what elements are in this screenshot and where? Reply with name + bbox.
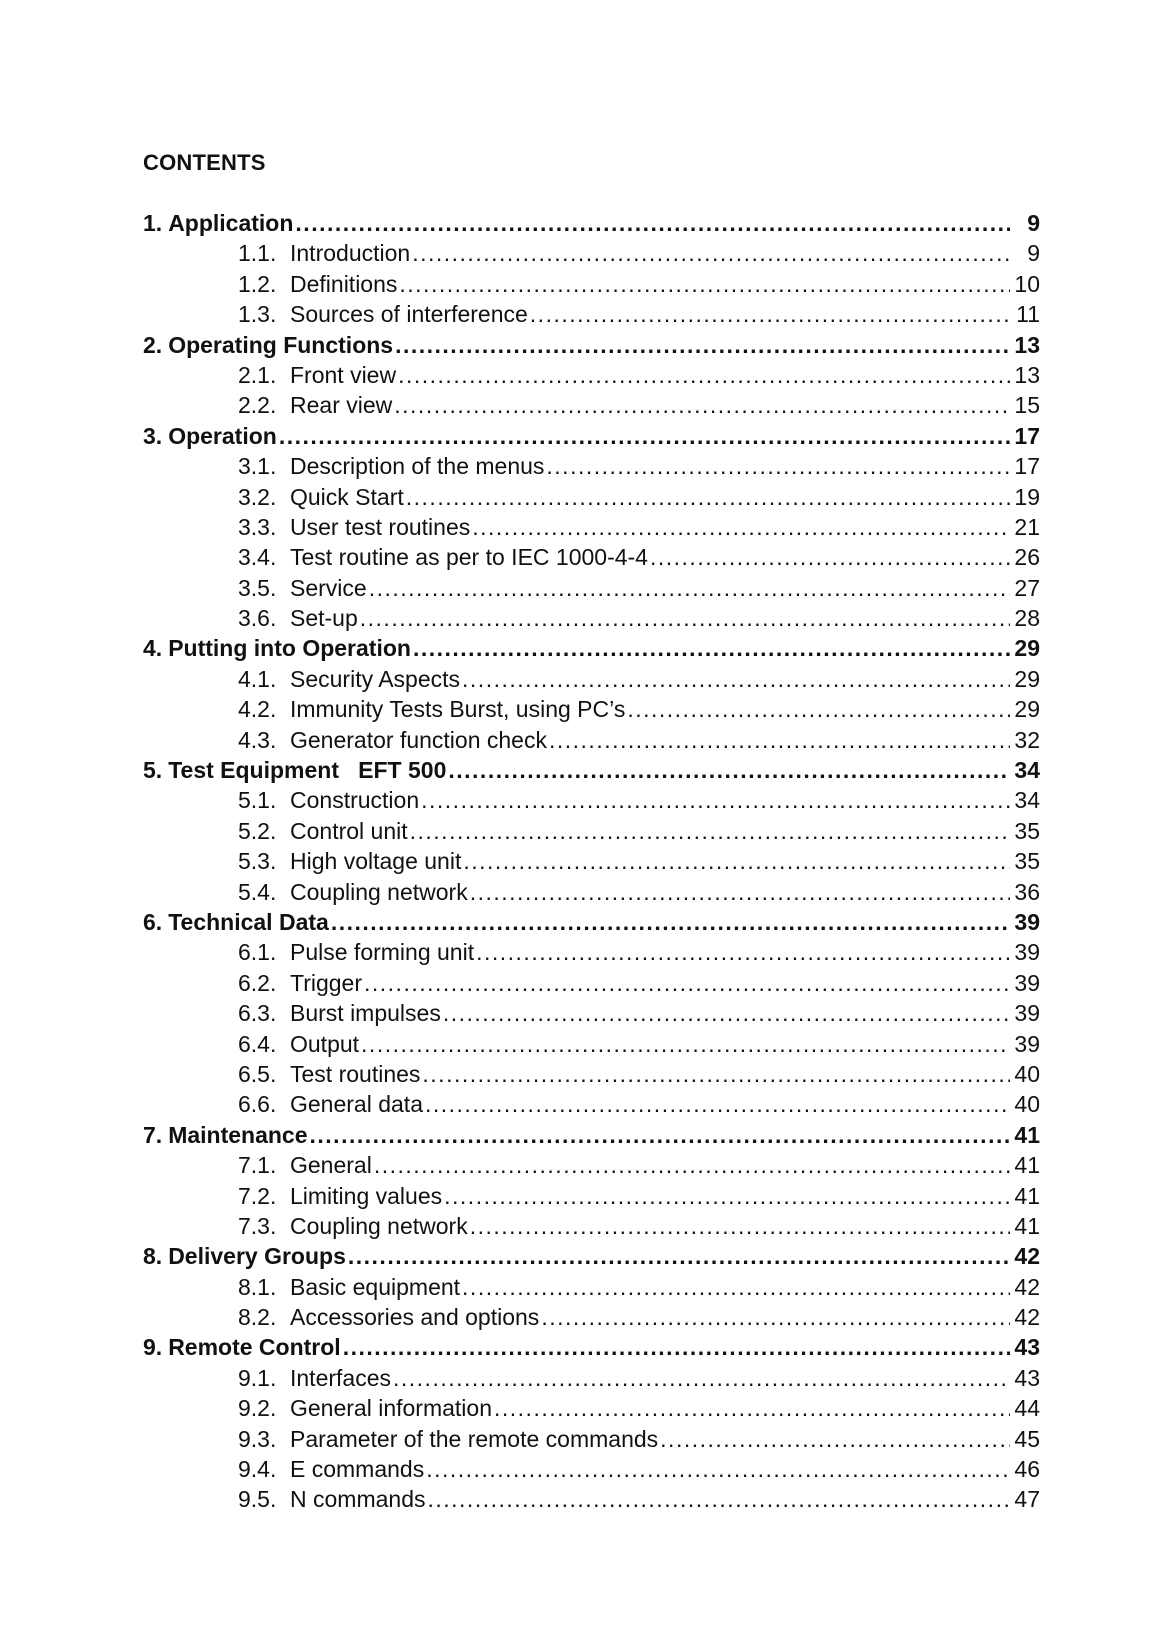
toc-entry-label: [238, 1454, 424, 1484]
toc-section-row: [143, 1089, 1040, 1119]
toc-entry-number: 1.1.: [238, 240, 277, 267]
dot-leader: [406, 482, 1010, 512]
dot-leader: [650, 542, 1010, 572]
toc-chapter-row: [143, 330, 1040, 360]
toc-entry-label: [143, 633, 411, 663]
toc-entry-page-number: 32: [1014, 726, 1040, 753]
toc-entry-page-number: 43: [1014, 1334, 1040, 1361]
toc-section-row: [143, 573, 1040, 603]
toc-entry-number: 2.2.: [238, 392, 277, 419]
toc-section-row: [143, 1484, 1040, 1514]
toc-entry-title: Operating Functions: [168, 331, 394, 358]
dot-leader: [399, 269, 1010, 299]
dot-leader: [462, 1272, 1010, 1302]
toc-entry-title: Coupling network: [290, 878, 468, 905]
toc-entry-number: 9.3.: [238, 1425, 277, 1452]
toc-entry-number: 4.: [143, 635, 163, 662]
toc-entry-title: General information: [290, 1395, 492, 1422]
toc-entry-number: 9.4.: [238, 1456, 277, 1483]
toc-entry-page-number: 13: [1014, 331, 1040, 358]
toc-entry-page-number: 29: [1014, 665, 1040, 692]
dot-leader: [530, 299, 1010, 329]
toc-entry-title: Technical Data: [168, 908, 329, 935]
toc-entry-page-number: 15: [1014, 392, 1040, 419]
toc-entry-page-number: 39: [1014, 1030, 1040, 1057]
toc-section-row: [143, 785, 1040, 815]
toc-entry-label: [238, 1272, 460, 1302]
toc-entry-label: [238, 968, 362, 998]
toc-section-row: [143, 694, 1040, 724]
toc-entry-label: [238, 542, 648, 572]
toc-entry-number: 3.4.: [238, 544, 277, 571]
toc-entry-number: 3.1.: [238, 453, 277, 480]
toc-entry-number: 3.2.: [238, 483, 277, 510]
toc-entry-page-number: 40: [1014, 1060, 1040, 1087]
toc-entry-number: 6.5.: [238, 1060, 277, 1087]
toc-entry-number: 6.: [143, 908, 163, 935]
toc-section-row: [143, 998, 1040, 1028]
toc-entry-number: 4.2.: [238, 696, 277, 723]
dot-leader: [295, 208, 1010, 238]
toc-entry-page-number: 29: [1014, 696, 1040, 723]
toc-entry-page-number: 28: [1014, 605, 1040, 632]
toc-entry-label: [143, 907, 329, 937]
toc-entry-page-number: 26: [1014, 544, 1040, 571]
toc-entry-page-number: 39: [1014, 969, 1040, 996]
toc-entry-page-number: 43: [1014, 1364, 1040, 1391]
dot-leader: [448, 755, 1010, 785]
toc-entry-page-number: 29: [1014, 635, 1040, 662]
toc-entry-title: Interfaces: [290, 1364, 391, 1391]
toc-entry-title: Test routine as per to IEC 1000-4-4: [290, 544, 648, 571]
toc-entry-number: 3.3.: [238, 513, 277, 540]
toc-entry-number: 5.3.: [238, 848, 277, 875]
toc-entry-label: [238, 694, 625, 724]
toc-entry-title: Quick Start: [290, 483, 404, 510]
dot-leader: [427, 1484, 1010, 1514]
toc-entry-number: 8.2.: [238, 1304, 277, 1331]
toc-entry-page-number: 42: [1014, 1243, 1040, 1270]
toc-entry-title: Accessories and options: [290, 1304, 540, 1331]
dot-leader: [393, 1363, 1010, 1393]
toc-entry-page-number: 35: [1014, 817, 1040, 844]
toc-entry-title: E commands: [290, 1456, 425, 1483]
dot-leader: [364, 968, 1010, 998]
toc-entry-label: [143, 330, 393, 360]
toc-entry-number: 6.2.: [238, 969, 277, 996]
toc-chapter-row: [143, 907, 1040, 937]
toc-entry-label: [238, 269, 397, 299]
toc-entry-label: [143, 421, 277, 451]
toc-entry-label: [238, 816, 408, 846]
toc-entry-number: 8.: [143, 1243, 163, 1270]
toc-entry-number: 8.1.: [238, 1273, 277, 1300]
toc-entry-number: 2.1.: [238, 361, 277, 388]
dot-leader: [398, 360, 1010, 390]
toc-entry-label: [238, 1029, 359, 1059]
toc-entry-title: General data: [290, 1091, 423, 1118]
toc-section-row: [143, 1363, 1040, 1393]
toc-entry-number: 7.1.: [238, 1152, 277, 1179]
toc-entry-label: [143, 755, 446, 785]
toc-entry-page-number: 41: [1014, 1152, 1040, 1179]
table-of-contents: [143, 208, 1040, 1515]
toc-entry-number: 4.3.: [238, 726, 277, 753]
dot-leader: [348, 1241, 1010, 1271]
toc-section-row: [143, 512, 1040, 542]
toc-entry-page-number: 34: [1014, 757, 1040, 784]
toc-entry-number: 9.: [143, 1334, 163, 1361]
toc-entry-title: Description of the menus: [290, 453, 545, 480]
toc-entry-title: Test Equipment EFT 500: [168, 757, 447, 784]
toc-entry-title: Test routines: [290, 1060, 421, 1087]
toc-section-row: [143, 603, 1040, 633]
toc-entry-page-number: 35: [1014, 848, 1040, 875]
toc-entry-label: [238, 512, 470, 542]
toc-entry-label: [238, 1181, 442, 1211]
toc-entry-number: 3.: [143, 422, 163, 449]
dot-leader: [374, 1150, 1010, 1180]
toc-section-row: [143, 542, 1040, 572]
dot-leader: [412, 238, 1010, 268]
dot-leader: [472, 512, 1010, 542]
toc-entry-label: [238, 998, 441, 1028]
dot-leader: [470, 1211, 1010, 1241]
toc-entry-label: [238, 482, 404, 512]
dot-leader: [546, 451, 1010, 481]
toc-section-row: [143, 299, 1040, 329]
dot-leader: [361, 1029, 1010, 1059]
toc-entry-number: 1.3.: [238, 301, 277, 328]
toc-entry-label: [238, 877, 468, 907]
toc-entry-page-number: 13: [1014, 361, 1040, 388]
toc-entry-number: 4.1.: [238, 665, 277, 692]
toc-section-row: [143, 1302, 1040, 1332]
toc-entry-number: 7.2.: [238, 1182, 277, 1209]
toc-entry-number: 3.5.: [238, 574, 277, 601]
toc-entry-label: [143, 208, 293, 238]
toc-entry-title: High voltage unit: [290, 848, 462, 875]
toc-section-row: [143, 1059, 1040, 1089]
toc-chapter-row: [143, 1332, 1040, 1362]
dot-leader: [279, 421, 1010, 451]
toc-entry-label: [238, 390, 392, 420]
dot-leader: [470, 877, 1010, 907]
toc-entry-number: 5.4.: [238, 878, 277, 905]
toc-entry-title: User test routines: [290, 513, 471, 540]
toc-entry-title: Front view: [290, 361, 397, 388]
toc-entry-title: Construction: [290, 787, 420, 814]
toc-entry-title: Security Aspects: [290, 665, 461, 692]
toc-entry-number: 7.: [143, 1121, 163, 1148]
toc-section-row: [143, 1150, 1040, 1180]
toc-entry-label: [238, 238, 410, 268]
toc-entry-label: [238, 1484, 425, 1514]
toc-entry-title: Trigger: [290, 969, 362, 996]
dot-leader: [627, 694, 1010, 724]
toc-section-row: [143, 1454, 1040, 1484]
dot-leader: [660, 1424, 1010, 1454]
toc-entry-label: [238, 360, 396, 390]
toc-entry-title: Control unit: [290, 817, 408, 844]
toc-entry-title: Limiting values: [290, 1182, 443, 1209]
toc-entry-page-number: 34: [1014, 787, 1040, 814]
toc-section-row: [143, 451, 1040, 481]
toc-entry-title: Maintenance: [168, 1121, 308, 1148]
toc-entry-label: [143, 1332, 341, 1362]
toc-entry-page-number: 39: [1014, 908, 1040, 935]
toc-entry-label: [238, 573, 367, 603]
toc-section-row: [143, 846, 1040, 876]
toc-entry-title: Set-up: [290, 605, 358, 632]
toc-entry-label: [238, 1424, 658, 1454]
toc-entry-number: 6.3.: [238, 1000, 277, 1027]
dot-leader: [421, 785, 1010, 815]
toc-section-row: [143, 482, 1040, 512]
toc-section-row: [143, 816, 1040, 846]
toc-entry-number: 6.1.: [238, 939, 277, 966]
toc-entry-label: [238, 785, 419, 815]
dot-leader: [541, 1302, 1010, 1332]
dot-leader: [343, 1332, 1010, 1362]
dot-leader: [426, 1454, 1010, 1484]
toc-entry-page-number: 36: [1014, 878, 1040, 905]
dot-leader: [413, 633, 1010, 663]
toc-chapter-row: [143, 421, 1040, 451]
dot-leader: [394, 390, 1010, 420]
toc-entry-number: 9.1.: [238, 1364, 277, 1391]
toc-entry-page-number: 41: [1014, 1212, 1040, 1239]
dot-leader: [331, 907, 1010, 937]
toc-entry-number: 9.5.: [238, 1486, 277, 1513]
toc-entry-number: 6.4.: [238, 1030, 277, 1057]
toc-entry-label: [238, 725, 547, 755]
toc-entry-page-number: 39: [1014, 1000, 1040, 1027]
toc-section-row: [143, 360, 1040, 390]
toc-entry-title: Definitions: [290, 270, 398, 297]
toc-entry-page-number: 44: [1014, 1395, 1040, 1422]
toc-entry-page-number: 47: [1014, 1486, 1040, 1513]
toc-entry-label: [238, 1363, 391, 1393]
toc-section-row: [143, 1181, 1040, 1211]
toc-entry-number: 5.: [143, 757, 163, 784]
dot-leader: [444, 1181, 1010, 1211]
dot-leader: [463, 846, 1010, 876]
toc-entry-page-number: 9: [1027, 210, 1040, 236]
dot-leader: [549, 725, 1010, 755]
toc-entry-title: Operation: [168, 422, 277, 449]
toc-entry-label: [143, 1241, 346, 1271]
toc-entry-page-number: 46: [1014, 1456, 1040, 1483]
toc-chapter-row: [143, 1120, 1040, 1150]
dot-leader: [369, 573, 1010, 603]
toc-chapter-row: [143, 633, 1040, 663]
toc-section-row: [143, 725, 1040, 755]
toc-entry-label: [238, 451, 544, 481]
toc-entry-page-number: 10: [1014, 270, 1040, 297]
toc-entry-page-number: 21: [1014, 513, 1040, 540]
toc-entry-title: Rear view: [290, 392, 393, 419]
toc-section-row: [143, 1029, 1040, 1059]
toc-entry-page-number: 39: [1014, 939, 1040, 966]
dot-leader: [410, 816, 1010, 846]
toc-entry-label: [238, 1393, 492, 1423]
toc-chapter-row: [143, 1241, 1040, 1271]
toc-entry-title: Burst impulses: [290, 1000, 441, 1027]
toc-entry-title: Basic equipment: [290, 1273, 461, 1300]
toc-entry-page-number: 27: [1014, 574, 1040, 601]
toc-entry-label: [238, 846, 461, 876]
toc-entry-title: Coupling network: [290, 1212, 468, 1239]
toc-entry-page-number: 17: [1014, 422, 1040, 449]
toc-entry-number: 6.6.: [238, 1091, 277, 1118]
toc-section-row: [143, 937, 1040, 967]
toc-entry-number: 5.2.: [238, 817, 277, 844]
toc-entry-page-number: 42: [1014, 1304, 1040, 1331]
toc-entry-page-number: 19: [1014, 483, 1040, 510]
toc-section-row: [143, 968, 1040, 998]
toc-chapter-row: [143, 755, 1040, 785]
toc-entry-label: [238, 1302, 539, 1332]
toc-section-row: [143, 1424, 1040, 1454]
toc-entry-page-number: 41: [1014, 1121, 1040, 1148]
toc-entry-label: [238, 1089, 423, 1119]
toc-entry-title: Service: [290, 574, 367, 601]
toc-section-row: [143, 664, 1040, 694]
toc-entry-number: 2.: [143, 331, 163, 358]
toc-entry-label: [238, 664, 460, 694]
toc-entry-page-number: 45: [1014, 1425, 1040, 1452]
toc-entry-title: Immunity Tests Burst, using PC’s: [290, 696, 626, 723]
toc-entry-title: Pulse forming unit: [290, 939, 475, 966]
toc-chapter-row: [143, 208, 1040, 238]
toc-entry-label: [238, 299, 528, 329]
toc-entry-title: Putting into Operation: [168, 635, 411, 662]
toc-entry-label: [143, 1120, 308, 1150]
toc-section-row: [143, 877, 1040, 907]
toc-section-row: [143, 390, 1040, 420]
toc-entry-title: Introduction: [290, 240, 411, 267]
toc-section-row: [143, 269, 1040, 299]
toc-section-row: [143, 1272, 1040, 1302]
toc-entry-title: Application: [168, 210, 294, 236]
toc-entry-page-number: 17: [1014, 453, 1040, 480]
toc-entry-label: [238, 1150, 372, 1180]
dot-leader: [462, 664, 1010, 694]
contents-heading: CONTENTS: [143, 150, 266, 175]
toc-section-row: [143, 1393, 1040, 1423]
dot-leader: [422, 1059, 1010, 1089]
toc-entry-title: General: [290, 1152, 372, 1179]
toc-entry-page-number: 41: [1014, 1182, 1040, 1209]
toc-entry-number: 9.2.: [238, 1395, 277, 1422]
dot-leader: [425, 1089, 1010, 1119]
toc-entry-title: N commands: [290, 1486, 426, 1513]
toc-entry-number: 1.2.: [238, 270, 277, 297]
toc-entry-number: 1.: [143, 210, 163, 236]
dot-leader: [443, 998, 1010, 1028]
toc-entry-label: [238, 603, 358, 633]
toc-entry-title: Generator function check: [290, 726, 547, 753]
dot-leader: [310, 1120, 1010, 1150]
dot-leader: [476, 937, 1010, 967]
dot-leader: [360, 603, 1010, 633]
toc-section-row: [143, 238, 1040, 268]
toc-entry-number: 5.1.: [238, 787, 277, 814]
toc-entry-title: Parameter of the remote commands: [290, 1425, 659, 1452]
toc-entry-page-number: 42: [1014, 1273, 1040, 1300]
toc-entry-number: 7.3.: [238, 1212, 277, 1239]
toc-entry-page-number: 11: [1016, 301, 1040, 328]
dot-leader: [395, 330, 1010, 360]
toc-entry-title: Output: [290, 1030, 360, 1057]
toc-entry-title: Remote Control: [168, 1334, 341, 1361]
toc-entry-title: Delivery Groups: [168, 1243, 346, 1270]
toc-entry-title: Sources of interference: [290, 301, 528, 328]
toc-entry-number: 3.6.: [238, 605, 277, 632]
toc-entry-page-number: 40: [1014, 1091, 1040, 1118]
toc-section-row: [143, 1211, 1040, 1241]
toc-entry-label: [238, 937, 474, 967]
toc-entry-label: [238, 1059, 420, 1089]
dot-leader: [494, 1393, 1010, 1423]
toc-entry-label: [238, 1211, 468, 1241]
toc-entry-page-number: 9: [1027, 240, 1040, 267]
